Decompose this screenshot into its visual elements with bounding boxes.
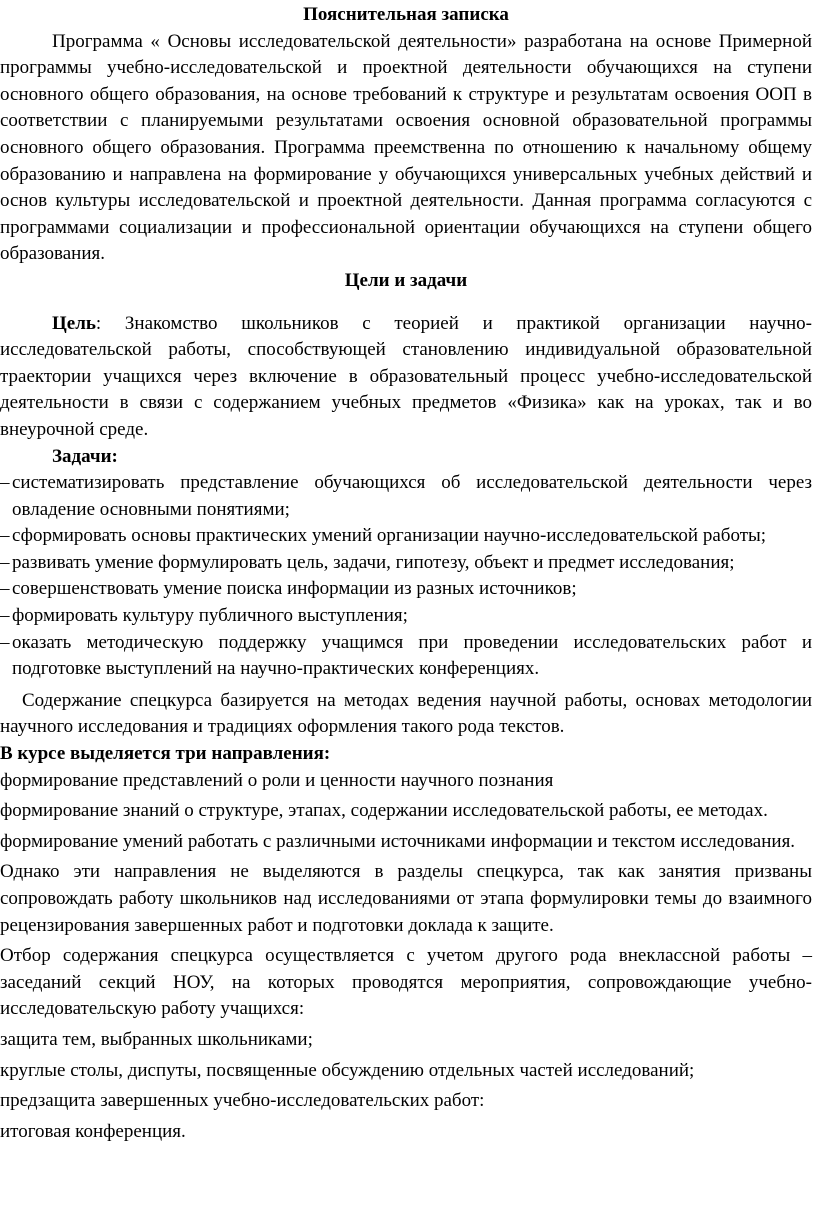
dash-marker: – xyxy=(0,525,10,547)
goal-paragraph xyxy=(0,311,812,444)
directions-heading: В курсе выделяется три направления: xyxy=(0,743,331,765)
activity-item: итоговая конференция. xyxy=(0,1120,186,1142)
tasks-list xyxy=(0,470,812,683)
tasks-heading: Задачи: xyxy=(52,445,118,467)
task-text: оказать методическую поддержку учащимся при проведении исследовательских работ и подготовке выступлений на научно-практических конференциях. xyxy=(12,631,812,680)
document-title: Пояснительная записка xyxy=(303,4,509,25)
task-text: сформировать основы практических умений организации научно-исследовательской работы; xyxy=(12,525,767,547)
task-item xyxy=(0,576,812,603)
activities-list xyxy=(0,1027,812,1145)
task-item xyxy=(0,630,812,683)
task-text: формировать культуру публичного выступления; xyxy=(12,605,408,627)
however-paragraph: Однако эти направления не выделяются в разделы спецкурса, так как занятия призваны сопровождать работу школьников над исследованиями от этапа формулировки темы до взаимного рецензирования завершенных работ и подготовки доклада к защите. xyxy=(0,861,812,936)
activity-item: защита тем, выбранных школьниками; xyxy=(0,1028,313,1050)
direction-item: формирование знаний о структуре, этапах, содержании исследовательской работы, ее методах. xyxy=(0,800,768,822)
task-item xyxy=(0,603,812,630)
task-text: развивать умение формулировать цель, задачи, гипотезу, объект и предмет исследования; xyxy=(12,551,735,573)
intro-paragraph: Программа « Основы исследовательской деятельности» разработана на основе Примерной программы учебно-исследовательской и проектной деятельности обучающихся на ступени основного общего образования, на основе требований к структуре и результатам освоения ООП в соответствии с планируемыми результатами освоения основной образовательной программы основного общего образования. Программа преемственна по отношению к начальному общему образованию и направлена на формирование у обучающихся универсальных учебных действий и основ культуры исследовательской и проектной деятельности. Данная программа согласуются с программами социализации и профессиональной ориентации обучающихся на ступени общего образования. xyxy=(0,30,812,265)
dash-marker: – xyxy=(0,605,10,627)
dash-marker: – xyxy=(0,472,10,494)
goals-heading: Цели и задачи xyxy=(344,269,468,291)
dash-marker: – xyxy=(0,578,10,600)
activity-item: круглые столы, диспуты, посвященные обсуждению отдельных частей исследований; xyxy=(0,1059,695,1081)
selection-paragraph: Отбор содержания спецкурса осуществляется с учетом другого рода внеклассной работы – заседаний секций НОУ, на которых проводятся мероприятия, сопровождающие учебно-исследовательскую работу учащихся: xyxy=(0,945,812,1020)
task-text: совершенствовать умение поиска информации из разных источников; xyxy=(12,578,577,600)
directions-list xyxy=(0,768,812,856)
direction-item: формирование представлений о роли и ценности научного познания xyxy=(0,769,554,791)
task-item xyxy=(0,470,812,523)
goal-text: : Знакомство школьников с теорией и практикой организации научно-исследовательской работы, способствующей становлению индивидуальной образовательной траектории учащихся через включение в образовательный процесс учебно-исследовательской деятельности в связи с содержанием учебных предметов «Физика» как на уроках, так и во внеурочной среде. xyxy=(0,312,812,440)
dash-marker: – xyxy=(0,631,10,653)
content-paragraph: Содержание спецкурса базируется на методах ведения научной работы, основах методологии научного исследования и традициях оформления такого рода текстов. xyxy=(0,689,812,738)
goal-label: Цель xyxy=(52,312,96,334)
task-text: систематизировать представление обучающихся об исследовательской деятельности через овладение основными понятиями; xyxy=(12,472,812,520)
task-item xyxy=(0,550,812,577)
activity-item: предзащита завершенных учебно-исследовательских работ: xyxy=(0,1090,485,1112)
dash-marker: – xyxy=(0,551,10,573)
spacer xyxy=(0,295,812,311)
task-item xyxy=(0,523,812,550)
document-body xyxy=(0,2,812,1145)
direction-item: формирование умений работать с различными источниками информации и текстом исследования. xyxy=(0,830,796,852)
